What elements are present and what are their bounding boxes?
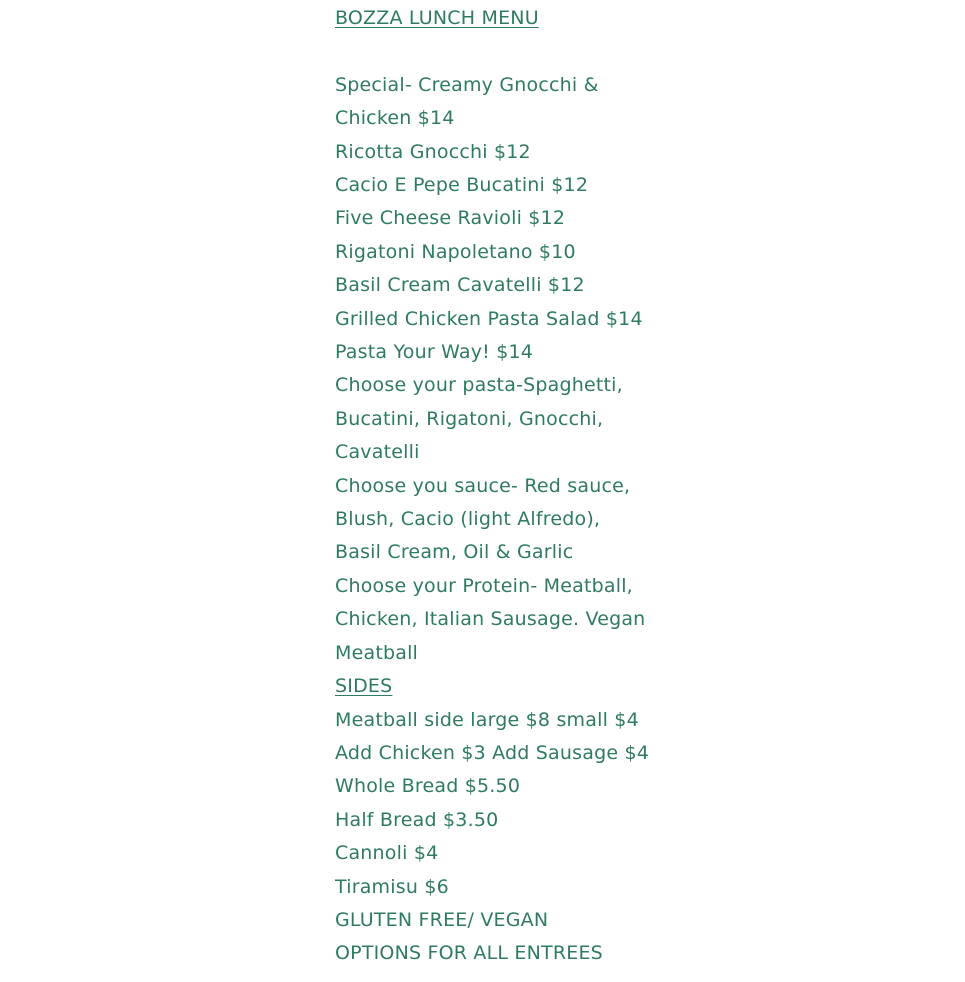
protein-choice-line: Choose your Protein- Meatball, [335, 574, 633, 597]
side-item-half-bread: Half Bread $3.50 [335, 808, 499, 831]
sides-heading: SIDES [335, 675, 393, 698]
sauce-choice-line: Blush, Cacio (light Alfredo), [335, 508, 601, 531]
menu-item-five-cheese-ravioli: Five Cheese Ravioli $12 [335, 207, 566, 230]
side-item-meatball: Meatball side large $8 small $4 [335, 708, 639, 731]
menu-item-ricotta-gnocchi: Ricotta Gnocchi $12 [335, 140, 531, 163]
pasta-choice-line: Cavatelli [335, 441, 420, 464]
pasta-choice-line: Bucatini, Rigatoni, Gnocchi, [335, 407, 604, 430]
pasta-choice-line: Choose your pasta-Spaghetti, [335, 374, 623, 397]
menu-item-cacio-e-pepe: Cacio E Pepe Bucatini $12 [335, 174, 589, 197]
lunch-menu [335, 0, 655, 971]
protein-choice-line: Chicken, Italian Sausage. Vegan [335, 608, 646, 631]
menu-item-rigatoni-napoletano: Rigatoni Napoletano $10 [335, 240, 576, 263]
menu-item-basil-cream-cavatelli: Basil Cream Cavatelli $12 [335, 274, 585, 297]
side-item-tiramisu: Tiramisu $6 [335, 875, 449, 898]
menu-line-special: Special- Creamy Gnocchi & [335, 73, 599, 96]
gluten-free-note: GLUTEN FREE/ VEGAN [335, 908, 549, 931]
spacer [335, 35, 655, 68]
menu-item-grilled-chicken-salad: Grilled Chicken Pasta Salad $14 [335, 307, 643, 330]
sauce-choice-line: Choose you sauce- Red sauce, [335, 474, 631, 497]
side-item-whole-bread: Whole Bread $5.50 [335, 775, 521, 798]
sauce-choice-line: Basil Cream, Oil & Garlic [335, 541, 574, 564]
gluten-free-note-cont: OPTIONS FOR ALL ENTREES [335, 942, 603, 965]
menu-item-pasta-your-way: Pasta Your Way! $14 [335, 341, 534, 364]
menu-line-special-cont: Chicken $14 [335, 107, 455, 130]
protein-choice-line: Meatball [335, 641, 419, 664]
side-item-add-protein: Add Chicken $3 Add Sausage $4 [335, 741, 650, 764]
side-item-cannoli: Cannoli $4 [335, 842, 439, 865]
menu-title: BOZZA LUNCH MENU [335, 7, 539, 29]
